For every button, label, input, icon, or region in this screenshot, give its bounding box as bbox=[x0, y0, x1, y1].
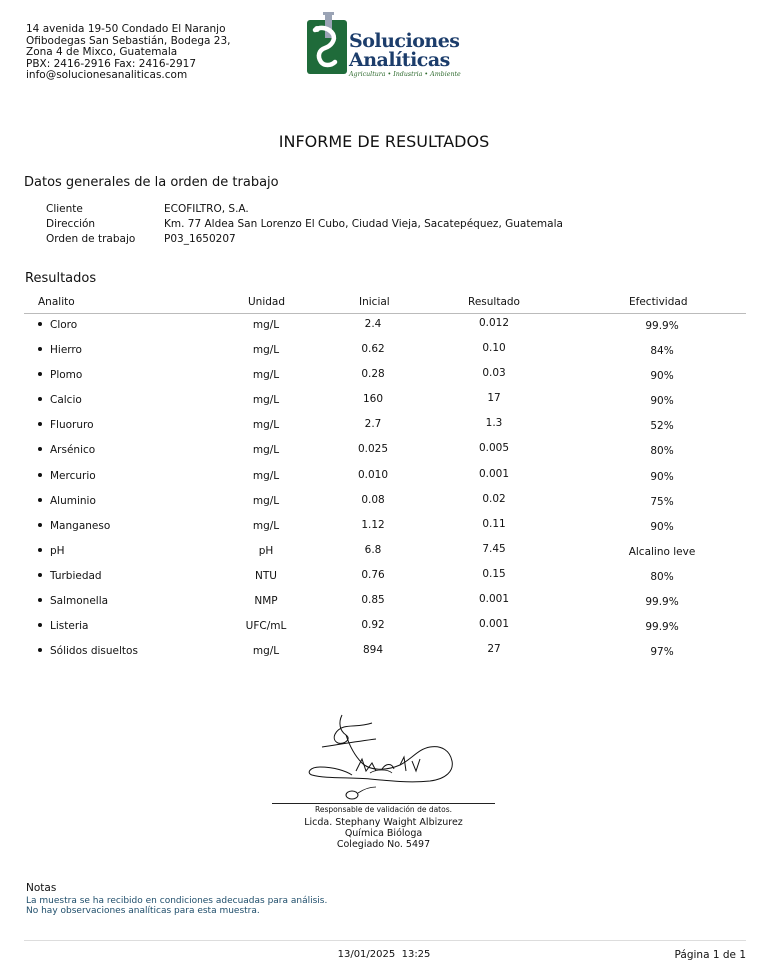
col-efectividad: Efectividad bbox=[629, 296, 688, 308]
notes-heading: Notas bbox=[26, 882, 57, 894]
unidad-value: mg/L bbox=[252, 494, 280, 507]
bullet-icon bbox=[38, 548, 42, 552]
resultado-value: 7.45 bbox=[482, 542, 506, 555]
unidad-value: NTU bbox=[255, 569, 277, 582]
efectividad-value: 52% bbox=[650, 420, 674, 433]
cell-analito bbox=[38, 520, 110, 532]
analito-label: Aluminio bbox=[50, 494, 96, 507]
resultado-value: 0.001 bbox=[478, 618, 510, 631]
cell-analito bbox=[38, 369, 82, 381]
cell-analito bbox=[38, 595, 108, 607]
table-row bbox=[0, 363, 768, 388]
info-value: ECOFILTRO, S.A. bbox=[164, 203, 249, 215]
analito-label: Arsénico bbox=[50, 444, 96, 457]
unidad-value: mg/L bbox=[252, 419, 280, 432]
results-table-header bbox=[24, 295, 746, 314]
bullet-icon bbox=[38, 372, 42, 376]
analito-label: Turbiedad bbox=[50, 569, 102, 582]
col-resultado: Resultado bbox=[468, 296, 520, 308]
general-heading: Datos generales de la orden de trabajo bbox=[24, 175, 279, 190]
bullet-icon bbox=[38, 648, 42, 652]
signature-caption: Responsable de validación de datos. bbox=[314, 805, 453, 814]
cell-analito bbox=[38, 344, 82, 356]
cell-analito bbox=[38, 319, 77, 331]
efectividad-value: 80% bbox=[650, 570, 674, 583]
table-row bbox=[0, 639, 768, 664]
cell-analito bbox=[38, 444, 95, 456]
table-row bbox=[0, 464, 768, 489]
resultado-value: 0.012 bbox=[478, 317, 510, 329]
unidad-value: mg/L bbox=[252, 344, 280, 357]
info-label: Dirección bbox=[46, 218, 96, 230]
inicial-value: 2.7 bbox=[364, 418, 382, 431]
logo-tagline: Agricultura • Industria • Ambiente bbox=[349, 71, 461, 78]
resultado-value: 1.3 bbox=[485, 417, 503, 430]
cell-analito bbox=[38, 620, 88, 632]
unidad-value: UFC/mL bbox=[245, 620, 287, 633]
analito-label: Cloro bbox=[50, 319, 78, 331]
efectividad-value: 75% bbox=[650, 495, 674, 508]
inicial-value: 0.76 bbox=[361, 568, 385, 581]
info-value: P03_1650207 bbox=[164, 233, 236, 245]
results-heading: Resultados bbox=[25, 271, 97, 286]
efectividad-value: 99.9% bbox=[645, 621, 679, 634]
unidad-value: NMP bbox=[254, 595, 278, 608]
table-row bbox=[0, 514, 768, 539]
efectividad-value: 99.9% bbox=[645, 596, 679, 609]
table-row bbox=[0, 388, 768, 413]
resultado-value: 0.11 bbox=[482, 517, 506, 530]
email-line: info@solucionesanaliticas.com bbox=[26, 69, 188, 81]
unidad-value: mg/L bbox=[252, 369, 280, 382]
unidad-value: mg/L bbox=[252, 519, 280, 532]
bullet-icon bbox=[38, 573, 42, 577]
bullet-icon bbox=[38, 523, 42, 527]
inicial-value: 1.12 bbox=[361, 518, 385, 531]
phone-line: PBX: 2416-2916 Fax: 2416-2917 bbox=[26, 57, 197, 70]
unidad-value: mg/L bbox=[252, 394, 280, 407]
table-row bbox=[0, 614, 768, 639]
bullet-icon bbox=[38, 623, 42, 627]
bullet-icon bbox=[38, 447, 42, 451]
company-logo bbox=[305, 12, 465, 82]
col-analito: Analito bbox=[38, 296, 75, 308]
unidad-value: mg/L bbox=[252, 645, 280, 658]
note-line: La muestra se ha recibido en condiciones adecuadas para análisis. bbox=[26, 896, 328, 906]
cell-analito bbox=[38, 394, 82, 406]
bullet-icon bbox=[38, 347, 42, 351]
col-inicial: Inicial bbox=[359, 296, 390, 308]
efectividad-value: 90% bbox=[650, 370, 674, 383]
resultado-value: 27 bbox=[487, 643, 501, 656]
results-table-body bbox=[0, 313, 768, 664]
efectividad-value: 80% bbox=[650, 445, 674, 458]
inicial-value: 160 bbox=[362, 393, 384, 406]
analito-label: Plomo bbox=[50, 369, 83, 382]
cell-analito bbox=[38, 495, 96, 507]
footer-divider bbox=[24, 940, 746, 941]
analito-label: Calcio bbox=[50, 394, 82, 407]
company-address bbox=[26, 24, 230, 82]
inicial-value: 0.08 bbox=[361, 493, 385, 506]
cell-analito bbox=[38, 545, 65, 557]
cell-analito bbox=[38, 645, 138, 657]
info-row-orden bbox=[46, 233, 563, 248]
analito-label: Sólidos disueltos bbox=[50, 645, 138, 658]
analito-label: Listeria bbox=[50, 620, 89, 633]
efectividad-value: 84% bbox=[650, 345, 674, 358]
bullet-icon bbox=[38, 473, 42, 477]
signatory-title: Química Bióloga bbox=[344, 828, 423, 839]
resultado-value: 17 bbox=[487, 392, 501, 405]
analito-label: Salmonella bbox=[50, 595, 109, 608]
efectividad-value: 90% bbox=[650, 395, 674, 408]
table-row bbox=[0, 589, 768, 614]
efectividad-value: 90% bbox=[650, 520, 674, 533]
inicial-value: 894 bbox=[362, 644, 384, 657]
address-line: Ofibodegas San Sebastián, Bodega 23, bbox=[26, 34, 231, 47]
signature-line bbox=[272, 803, 495, 804]
table-row bbox=[0, 338, 768, 363]
bullet-icon bbox=[38, 322, 42, 326]
table-row bbox=[0, 539, 768, 564]
address-line: Zona 4 de Mixco, Guatemala bbox=[26, 46, 178, 58]
inicial-value: 6.8 bbox=[364, 543, 382, 556]
bullet-icon bbox=[38, 422, 42, 426]
cell-analito bbox=[38, 570, 102, 582]
efectividad-value: 90% bbox=[650, 470, 674, 483]
analito-label: Hierro bbox=[50, 344, 82, 357]
table-row bbox=[0, 313, 768, 338]
efectividad-value: Alcalino leve bbox=[628, 545, 696, 558]
unidad-value: pH bbox=[258, 544, 274, 557]
info-label: Cliente bbox=[46, 203, 83, 215]
info-value: Km. 77 Aldea San Lorenzo El Cubo, Ciudad Vieja, Sacatepéquez, Guatemala bbox=[164, 218, 563, 230]
resultado-value: 0.10 bbox=[482, 342, 506, 355]
table-row bbox=[0, 413, 768, 438]
unidad-value: mg/L bbox=[252, 319, 280, 331]
cell-analito bbox=[38, 470, 96, 482]
resultado-value: 0.15 bbox=[482, 567, 506, 580]
table-row bbox=[0, 564, 768, 589]
efectividad-value: 99.9% bbox=[645, 320, 679, 332]
unidad-value: mg/L bbox=[252, 444, 280, 457]
resultado-value: 0.001 bbox=[478, 593, 510, 606]
efectividad-value: 97% bbox=[650, 646, 674, 659]
inicial-value: 0.010 bbox=[357, 468, 389, 481]
resultado-value: 0.03 bbox=[482, 367, 506, 380]
inicial-value: 0.92 bbox=[361, 619, 385, 632]
address-line: 14 avenida 19-50 Condado El Naranjo bbox=[26, 23, 226, 35]
cell-analito bbox=[38, 419, 94, 431]
analito-label: Manganeso bbox=[50, 519, 111, 532]
bullet-icon bbox=[38, 498, 42, 502]
footer-datetime: 13/01/2025 13:25 bbox=[337, 949, 431, 960]
inicial-value: 2.4 bbox=[364, 318, 382, 330]
info-row-direccion bbox=[46, 218, 563, 233]
inicial-value: 0.85 bbox=[361, 594, 385, 607]
signatory-name: Licda. Stephany Waight Albizurez bbox=[304, 817, 463, 828]
inicial-value: 0.62 bbox=[361, 343, 385, 356]
resultado-value: 0.005 bbox=[478, 442, 510, 455]
inicial-value: 0.025 bbox=[357, 443, 389, 456]
bullet-icon bbox=[38, 598, 42, 602]
signature-image bbox=[300, 705, 470, 805]
info-label: Orden de trabajo bbox=[46, 233, 136, 245]
analito-label: pH bbox=[50, 544, 65, 557]
logo-name-line2: Analíticas bbox=[349, 49, 450, 71]
col-unidad: Unidad bbox=[248, 296, 286, 308]
report-title: INFORME DE RESULTADOS bbox=[278, 132, 490, 151]
general-info bbox=[46, 203, 563, 248]
logo-name-line1: Soluciones bbox=[349, 30, 460, 52]
unidad-value: mg/L bbox=[252, 469, 280, 482]
analito-label: Fluoruro bbox=[50, 419, 94, 432]
logo-mark-icon bbox=[305, 12, 349, 76]
table-row bbox=[0, 438, 768, 463]
resultado-value: 0.001 bbox=[478, 467, 510, 480]
inicial-value: 0.28 bbox=[361, 368, 385, 381]
notes-text bbox=[26, 896, 327, 916]
signatory-block bbox=[272, 817, 495, 850]
signatory-registration: Colegiado No. 5497 bbox=[336, 839, 431, 850]
note-line: No hay observaciones analíticas para esta muestra. bbox=[26, 906, 260, 916]
page-number: Página 1 de 1 bbox=[674, 949, 746, 961]
info-row-cliente bbox=[46, 203, 563, 218]
bullet-icon bbox=[38, 397, 42, 401]
table-row bbox=[0, 489, 768, 514]
analito-label: Mercurio bbox=[50, 469, 96, 482]
resultado-value: 0.02 bbox=[482, 492, 506, 505]
